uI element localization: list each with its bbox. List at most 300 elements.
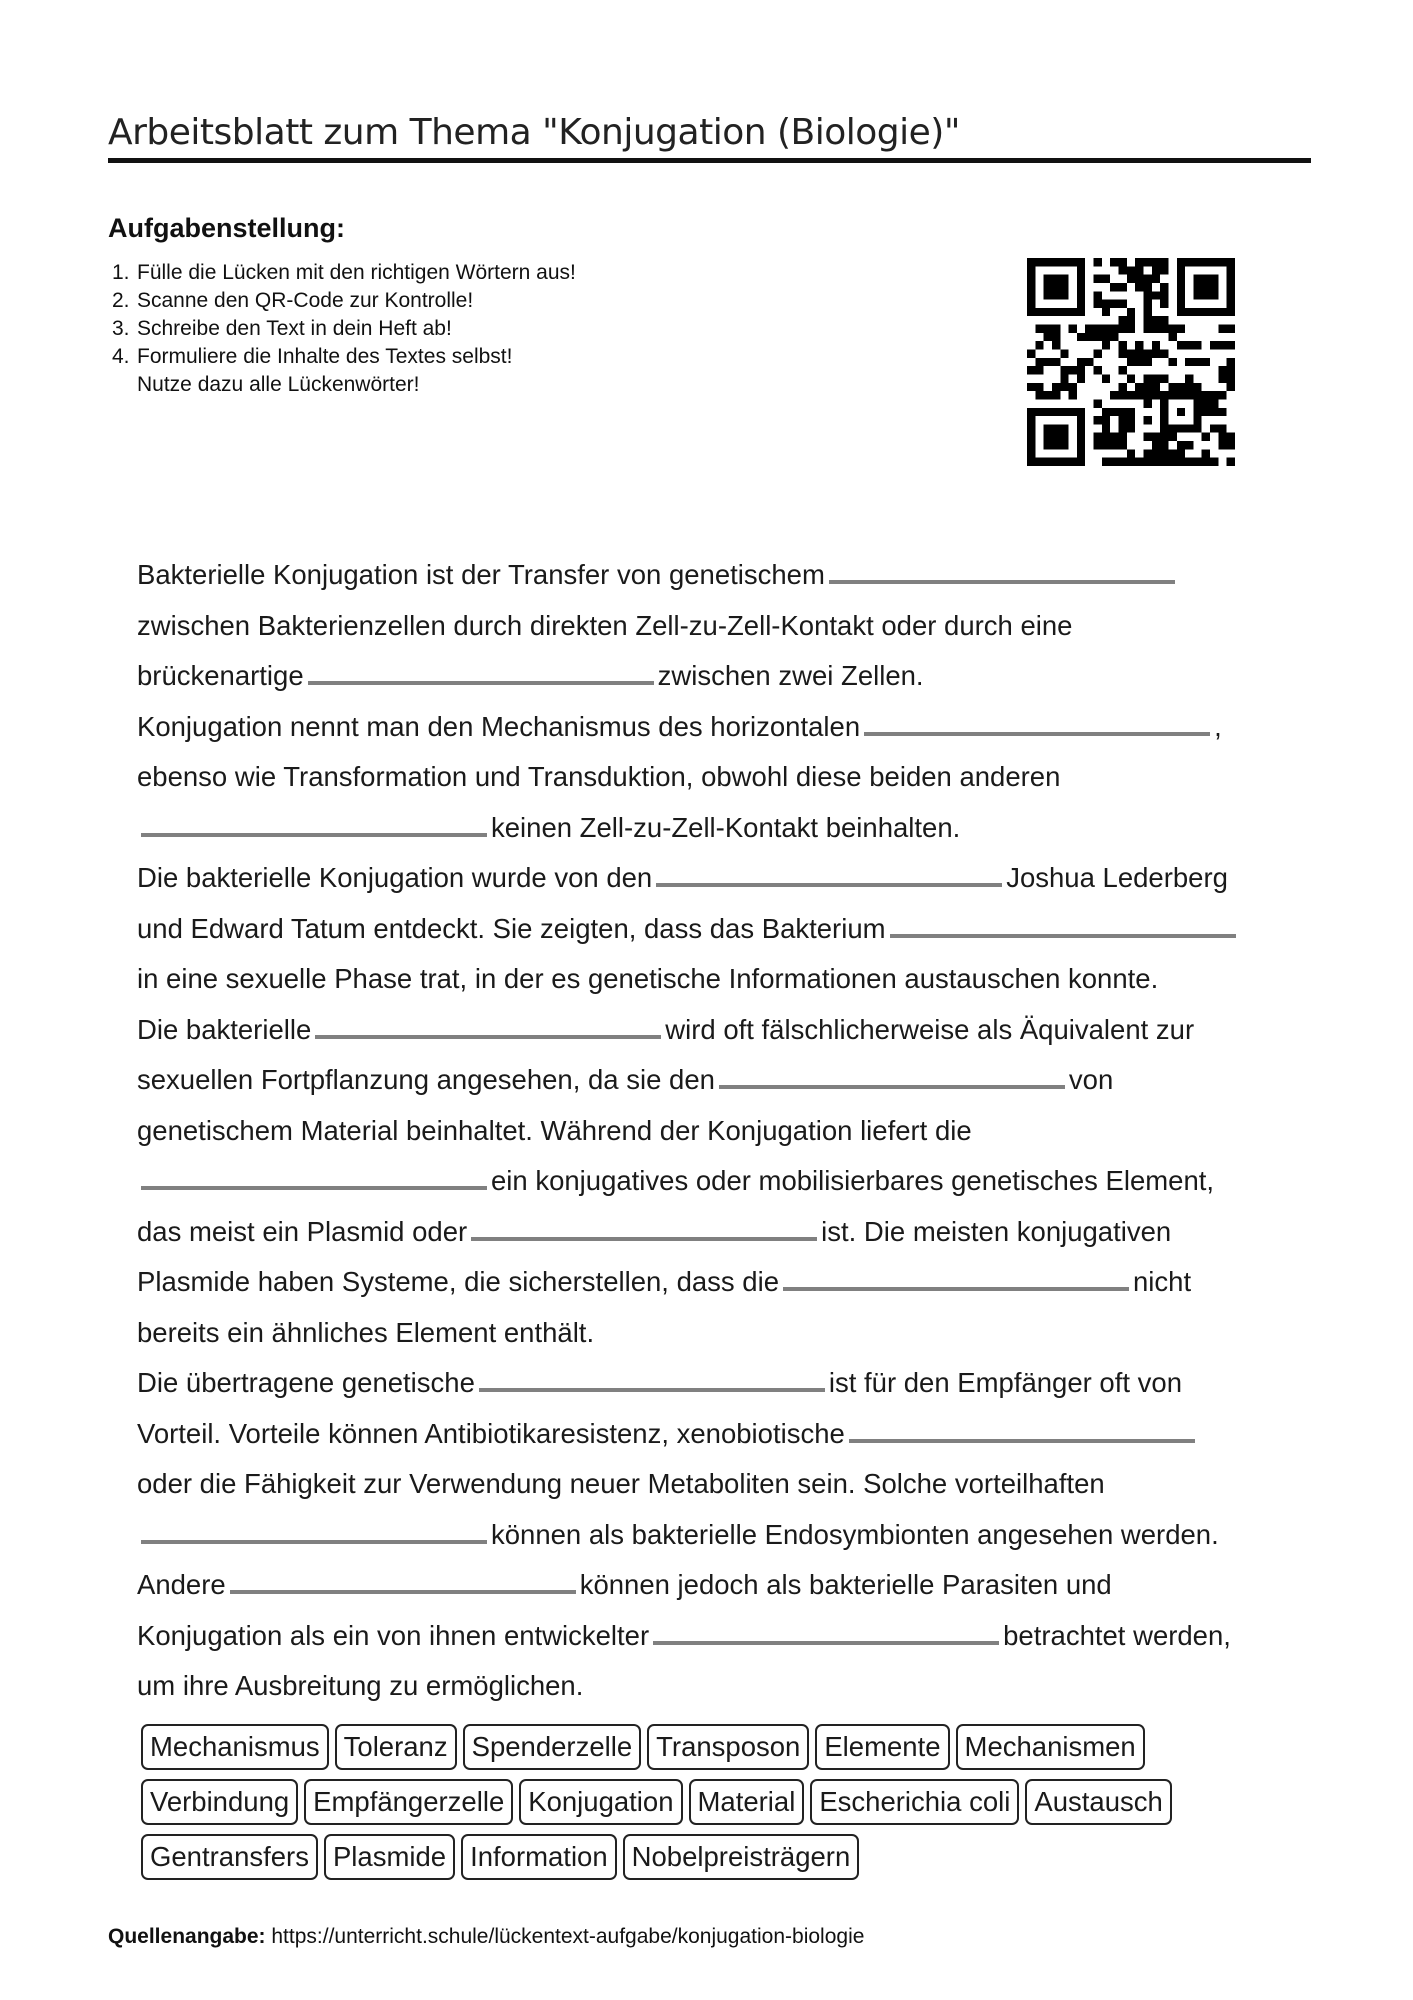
qr-module bbox=[1102, 341, 1110, 349]
qr-module bbox=[1160, 391, 1168, 399]
qr-module bbox=[1052, 433, 1060, 441]
cloze-line bbox=[137, 1560, 1297, 1611]
cloze-text-segment: Bakterielle Konjugation ist der Transfer von genetischem bbox=[137, 559, 825, 590]
qr-module bbox=[1193, 358, 1201, 366]
qr-module bbox=[1027, 366, 1035, 374]
qr-module bbox=[1102, 333, 1110, 341]
qr-module bbox=[1143, 391, 1151, 399]
qr-module bbox=[1102, 408, 1110, 416]
qr-module bbox=[1177, 458, 1185, 466]
qr-module bbox=[1210, 275, 1218, 283]
qr-module bbox=[1119, 300, 1127, 308]
qr-module bbox=[1168, 449, 1176, 457]
qr-module bbox=[1168, 458, 1176, 466]
qr-module bbox=[1152, 291, 1160, 299]
qr-module bbox=[1227, 300, 1235, 308]
qr-module bbox=[1160, 258, 1168, 266]
qr-module bbox=[1152, 266, 1160, 274]
qr-module bbox=[1094, 275, 1102, 283]
qr-module bbox=[1027, 275, 1035, 283]
qr-module bbox=[1152, 350, 1160, 358]
qr-module bbox=[1110, 258, 1118, 266]
qr-module bbox=[1027, 433, 1035, 441]
word-chip[interactable]: Escherichia coli bbox=[810, 1779, 1019, 1825]
qr-module bbox=[1069, 408, 1077, 416]
qr-module bbox=[1127, 325, 1135, 333]
cloze-text-segment: Plasmide haben Systeme, die sicherstellen, dass die bbox=[137, 1266, 780, 1297]
qr-module bbox=[1160, 325, 1168, 333]
blank-gap[interactable] bbox=[890, 910, 1236, 938]
qr-module bbox=[1143, 325, 1151, 333]
qr-module bbox=[1160, 458, 1168, 466]
qr-module bbox=[1168, 433, 1176, 441]
qr-module bbox=[1127, 458, 1135, 466]
qr-module bbox=[1044, 408, 1052, 416]
cloze-text-segment: genetischem Material beinhaltet. Während der Konjugation liefert die bbox=[137, 1114, 972, 1146]
qr-module bbox=[1102, 424, 1110, 432]
task-item: 2. Scanne den QR-Code zur Kontrolle! bbox=[112, 289, 474, 312]
qr-module bbox=[1069, 366, 1077, 374]
cloze-text-segment: Konjugation nennt man den Mechanismus des horizontalen bbox=[137, 710, 861, 742]
cloze-text-segment: sexuellen Fortpflanzung angesehen, da sie den bbox=[137, 1064, 715, 1095]
qr-module bbox=[1027, 283, 1035, 291]
qr-module bbox=[1143, 258, 1151, 266]
qr-module bbox=[1077, 291, 1085, 299]
qr-module bbox=[1119, 283, 1127, 291]
cloze-line bbox=[137, 1409, 1297, 1460]
qr-module bbox=[1135, 358, 1143, 366]
blank-gap[interactable] bbox=[141, 809, 487, 837]
qr-module bbox=[1110, 325, 1118, 333]
qr-module bbox=[1119, 341, 1127, 349]
qr-module bbox=[1094, 350, 1102, 358]
qr-module bbox=[1119, 433, 1127, 441]
cloze-text-segment: zwischen zwei Zellen. bbox=[657, 660, 924, 691]
qr-module bbox=[1102, 308, 1110, 316]
qr-module bbox=[1143, 350, 1151, 358]
qr-module bbox=[1119, 458, 1127, 466]
worksheet-title: Arbeitsblatt zum Thema "Konjugation (Biologie)" bbox=[108, 112, 960, 153]
qr-module bbox=[1127, 266, 1135, 274]
cloze-line bbox=[137, 550, 1297, 601]
cloze-text-segment: Konjugation als ein von ihnen entwickelter bbox=[137, 1619, 650, 1651]
qr-module bbox=[1044, 275, 1052, 283]
qr-module bbox=[1193, 308, 1201, 316]
qr-module bbox=[1135, 341, 1143, 349]
cloze-line bbox=[137, 803, 1297, 854]
qr-module bbox=[1185, 391, 1193, 399]
word-chip[interactable]: Transposon bbox=[647, 1724, 809, 1770]
qr-module bbox=[1218, 341, 1226, 349]
qr-module bbox=[1102, 300, 1110, 308]
blank-gap[interactable] bbox=[315, 1011, 661, 1039]
qr-module bbox=[1110, 458, 1118, 466]
qr-module bbox=[1135, 383, 1143, 391]
qr-module bbox=[1160, 399, 1168, 407]
word-chip[interactable]: Material bbox=[689, 1779, 805, 1825]
qr-module bbox=[1227, 275, 1235, 283]
blank-gap[interactable] bbox=[230, 1566, 576, 1594]
qr-module bbox=[1210, 424, 1218, 432]
qr-module bbox=[1143, 416, 1151, 424]
qr-module bbox=[1060, 283, 1068, 291]
cloze-text-segment: Joshua Lederberg bbox=[1006, 862, 1228, 893]
task-list bbox=[112, 259, 576, 399]
qr-module bbox=[1044, 291, 1052, 299]
cloze-line bbox=[137, 752, 1297, 803]
task-item: 1. Fülle die Lücken mit den richtigen Wörtern aus! bbox=[112, 261, 576, 284]
cloze-line bbox=[137, 651, 1297, 702]
cloze-text-segment: können als bakterielle Endosymbionten angesehen werden. bbox=[491, 1518, 1219, 1550]
cloze-line bbox=[137, 702, 1297, 753]
cloze-line bbox=[137, 1611, 1297, 1662]
cloze-text-segment: Die bakterielle bbox=[137, 1013, 312, 1045]
word-chip[interactable]: Elemente bbox=[815, 1724, 949, 1770]
cloze-line bbox=[137, 853, 1297, 904]
word-chip[interactable]: Austausch bbox=[1025, 1779, 1171, 1825]
qr-module bbox=[1143, 449, 1151, 457]
qr-module bbox=[1094, 366, 1102, 374]
qr-module bbox=[1060, 366, 1068, 374]
qr-module bbox=[1168, 325, 1176, 333]
qr-module bbox=[1052, 383, 1060, 391]
cloze-line bbox=[137, 1257, 1297, 1308]
qr-module bbox=[1143, 383, 1151, 391]
qr-module bbox=[1202, 358, 1210, 366]
qr-module bbox=[1168, 424, 1176, 432]
qr-module bbox=[1094, 291, 1102, 299]
qr-module bbox=[1119, 350, 1127, 358]
qr-module bbox=[1227, 308, 1235, 316]
qr-module bbox=[1177, 258, 1185, 266]
qr-module bbox=[1177, 441, 1185, 449]
qr-module bbox=[1227, 341, 1235, 349]
qr-module bbox=[1035, 325, 1043, 333]
qr-module bbox=[1052, 258, 1060, 266]
qr-module bbox=[1227, 374, 1235, 382]
qr-module bbox=[1202, 258, 1210, 266]
qr-module bbox=[1035, 358, 1043, 366]
qr-module bbox=[1060, 291, 1068, 299]
qr-module bbox=[1218, 374, 1226, 382]
qr-module bbox=[1152, 316, 1160, 324]
qr-module bbox=[1119, 383, 1127, 391]
qr-module bbox=[1077, 275, 1085, 283]
qr-module bbox=[1094, 325, 1102, 333]
word-chip[interactable]: Mechanismus bbox=[141, 1724, 329, 1770]
cloze-text-segment: das meist ein Plasmid oder bbox=[137, 1215, 468, 1247]
qr-module bbox=[1027, 266, 1035, 274]
qr-module bbox=[1110, 333, 1118, 341]
source-url[interactable]: https://unterricht.schule/lückentext-aufgabe/konjugation-biologie bbox=[271, 1925, 865, 1948]
qr-module bbox=[1085, 358, 1093, 366]
qr-module bbox=[1060, 458, 1068, 466]
qr-module bbox=[1210, 399, 1218, 407]
qr-module bbox=[1035, 341, 1043, 349]
qr-module bbox=[1160, 266, 1168, 274]
qr-module bbox=[1202, 408, 1210, 416]
word-bank-row bbox=[141, 1724, 1281, 1779]
word-bank bbox=[141, 1724, 1281, 1889]
cloze-line bbox=[137, 954, 1297, 1005]
word-chip[interactable]: Verbindung bbox=[141, 1779, 298, 1825]
qr-module bbox=[1102, 374, 1110, 382]
qr-module bbox=[1102, 325, 1110, 333]
qr-module bbox=[1069, 391, 1077, 399]
qr-module bbox=[1060, 350, 1068, 358]
qr-module bbox=[1060, 441, 1068, 449]
qr-module bbox=[1185, 374, 1193, 382]
qr-module bbox=[1119, 366, 1127, 374]
qr-module bbox=[1218, 441, 1226, 449]
qr-module bbox=[1027, 441, 1035, 449]
qr-code-icon[interactable] bbox=[1027, 258, 1235, 466]
qr-module bbox=[1069, 308, 1077, 316]
blank-gap[interactable] bbox=[479, 1364, 825, 1392]
qr-module bbox=[1152, 391, 1160, 399]
qr-module bbox=[1227, 258, 1235, 266]
qr-module bbox=[1060, 433, 1068, 441]
word-chip[interactable]: Empfängerzelle bbox=[304, 1779, 513, 1825]
qr-module bbox=[1202, 399, 1210, 407]
qr-module bbox=[1110, 300, 1118, 308]
cloze-text-segment: Vorteil. Vorteile können Antibiotikaresistenz, xenobiotische bbox=[137, 1417, 845, 1449]
qr-module bbox=[1077, 424, 1085, 432]
qr-module bbox=[1119, 408, 1127, 416]
qr-module bbox=[1202, 391, 1210, 399]
word-chip[interactable]: Nobelpreisträgern bbox=[623, 1834, 860, 1880]
qr-module bbox=[1035, 458, 1043, 466]
word-chip[interactable]: Konjugation bbox=[519, 1779, 682, 1825]
word-chip[interactable]: Plasmide bbox=[324, 1834, 455, 1880]
qr-module bbox=[1143, 291, 1151, 299]
qr-module bbox=[1027, 258, 1035, 266]
cloze-line bbox=[137, 601, 1297, 652]
qr-module bbox=[1152, 341, 1160, 349]
cloze-text-segment: zwischen Bakterienzellen durch direkten Zell-zu-Zell-Kontakt oder durch eine bbox=[137, 609, 1073, 641]
qr-module bbox=[1168, 391, 1176, 399]
qr-module bbox=[1152, 441, 1160, 449]
qr-module bbox=[1119, 441, 1127, 449]
word-bank-row bbox=[141, 1834, 1281, 1889]
cloze-text-segment: Andere bbox=[137, 1569, 226, 1600]
qr-module bbox=[1210, 283, 1218, 291]
qr-module bbox=[1052, 408, 1060, 416]
qr-module bbox=[1218, 408, 1226, 416]
qr-module bbox=[1210, 341, 1218, 349]
qr-module bbox=[1143, 458, 1151, 466]
qr-module bbox=[1152, 433, 1160, 441]
qr-module bbox=[1027, 416, 1035, 424]
qr-module bbox=[1210, 391, 1218, 399]
qr-module bbox=[1060, 374, 1068, 382]
blank-gap[interactable] bbox=[653, 1617, 999, 1645]
blank-gap[interactable] bbox=[308, 657, 654, 685]
qr-module bbox=[1052, 358, 1060, 366]
qr-module bbox=[1177, 300, 1185, 308]
qr-module bbox=[1193, 275, 1201, 283]
qr-module bbox=[1210, 408, 1218, 416]
qr-module bbox=[1160, 316, 1168, 324]
qr-module bbox=[1227, 283, 1235, 291]
qr-module bbox=[1135, 275, 1143, 283]
qr-module bbox=[1193, 416, 1201, 424]
qr-module bbox=[1069, 325, 1077, 333]
qr-module bbox=[1119, 266, 1127, 274]
cloze-text-segment: , bbox=[1214, 710, 1222, 742]
qr-module bbox=[1227, 266, 1235, 274]
qr-module bbox=[1227, 358, 1235, 366]
qr-module bbox=[1127, 374, 1135, 382]
blank-gap[interactable] bbox=[829, 556, 1175, 584]
qr-module bbox=[1193, 399, 1201, 407]
qr-module bbox=[1185, 458, 1193, 466]
qr-module bbox=[1210, 458, 1218, 466]
qr-module bbox=[1102, 416, 1110, 424]
qr-module bbox=[1119, 391, 1127, 399]
qr-module bbox=[1035, 383, 1043, 391]
qr-module bbox=[1027, 350, 1035, 358]
qr-module bbox=[1218, 433, 1226, 441]
qr-module bbox=[1094, 433, 1102, 441]
qr-module bbox=[1143, 316, 1151, 324]
qr-module bbox=[1069, 458, 1077, 466]
qr-module bbox=[1177, 275, 1185, 283]
qr-module bbox=[1227, 366, 1235, 374]
task-heading: Aufgabenstellung: bbox=[108, 213, 345, 243]
qr-module bbox=[1077, 366, 1085, 374]
qr-module bbox=[1193, 424, 1201, 432]
qr-module bbox=[1227, 458, 1235, 466]
cloze-text-segment: brückenartige bbox=[137, 660, 304, 691]
cloze-text-segment: Die bakterielle Konjugation wurde von den bbox=[137, 862, 653, 893]
qr-module bbox=[1052, 283, 1060, 291]
qr-module bbox=[1152, 275, 1160, 283]
qr-module bbox=[1202, 458, 1210, 466]
qr-module bbox=[1044, 308, 1052, 316]
cloze-text-segment: oder die Fähigkeit zur Verwendung neuer Metaboliten sein. Solche vorteilhaften bbox=[137, 1468, 1105, 1499]
blank-gap[interactable] bbox=[849, 1415, 1195, 1443]
qr-module bbox=[1168, 358, 1176, 366]
qr-module bbox=[1052, 391, 1060, 399]
qr-module bbox=[1110, 391, 1118, 399]
qr-module bbox=[1077, 433, 1085, 441]
qr-module bbox=[1069, 258, 1077, 266]
qr-module bbox=[1185, 383, 1193, 391]
cloze-text-segment: betrachtet werden, bbox=[1003, 1619, 1231, 1651]
qr-module bbox=[1185, 308, 1193, 316]
qr-module bbox=[1035, 408, 1043, 416]
cloze-text-segment: ebenso wie Transformation und Transduktion, obwohl diese beiden anderen bbox=[137, 761, 1061, 792]
word-chip[interactable]: Gentransfers bbox=[141, 1834, 318, 1880]
blank-gap[interactable] bbox=[719, 1061, 1065, 1089]
qr-module bbox=[1210, 308, 1218, 316]
qr-module bbox=[1077, 441, 1085, 449]
cloze-text-segment: keinen Zell-zu-Zell-Kontakt beinhalten. bbox=[491, 811, 961, 843]
qr-module bbox=[1218, 391, 1226, 399]
task-item: 3. Schreibe den Text in dein Heft ab! bbox=[112, 317, 452, 340]
qr-module bbox=[1152, 449, 1160, 457]
word-chip[interactable]: Information bbox=[461, 1834, 617, 1880]
qr-module bbox=[1052, 308, 1060, 316]
blank-gap[interactable] bbox=[141, 1162, 487, 1190]
word-chip[interactable]: Toleranz bbox=[335, 1724, 457, 1770]
blank-gap[interactable] bbox=[864, 708, 1210, 736]
qr-module bbox=[1218, 424, 1226, 432]
qr-module bbox=[1227, 291, 1235, 299]
qr-module bbox=[1135, 283, 1143, 291]
qr-module bbox=[1077, 308, 1085, 316]
qr-module bbox=[1152, 374, 1160, 382]
qr-module bbox=[1027, 291, 1035, 299]
qr-module bbox=[1143, 300, 1151, 308]
qr-module bbox=[1193, 283, 1201, 291]
qr-module bbox=[1168, 383, 1176, 391]
cloze-text-segment: ist. Die meisten konjugativen bbox=[821, 1215, 1172, 1247]
blank-gap[interactable] bbox=[783, 1263, 1129, 1291]
cloze-line bbox=[137, 1156, 1297, 1207]
blank-gap[interactable] bbox=[141, 1516, 487, 1544]
qr-module bbox=[1060, 308, 1068, 316]
qr-module bbox=[1218, 308, 1226, 316]
qr-module bbox=[1135, 458, 1143, 466]
qr-module bbox=[1160, 374, 1168, 382]
qr-module bbox=[1085, 333, 1093, 341]
cloze-text-segment: Die übertragene genetische bbox=[137, 1367, 475, 1398]
cloze-text-segment: ein konjugatives oder mobilisierbares genetisches Element, bbox=[491, 1165, 1215, 1196]
qr-module bbox=[1135, 350, 1143, 358]
qr-module bbox=[1077, 300, 1085, 308]
blank-gap[interactable] bbox=[471, 1213, 817, 1241]
qr-module bbox=[1218, 325, 1226, 333]
qr-module bbox=[1027, 383, 1035, 391]
qr-module bbox=[1027, 458, 1035, 466]
cloze-line bbox=[137, 1510, 1297, 1561]
word-bank-row bbox=[141, 1779, 1281, 1834]
qr-module bbox=[1143, 358, 1151, 366]
qr-module bbox=[1152, 258, 1160, 266]
qr-module bbox=[1110, 283, 1118, 291]
blank-gap[interactable] bbox=[656, 859, 1002, 887]
qr-module bbox=[1202, 283, 1210, 291]
qr-module bbox=[1027, 449, 1035, 457]
qr-module bbox=[1227, 383, 1235, 391]
qr-module bbox=[1177, 308, 1185, 316]
qr-module bbox=[1135, 258, 1143, 266]
qr-module bbox=[1143, 374, 1151, 382]
qr-module bbox=[1044, 433, 1052, 441]
qr-module bbox=[1027, 424, 1035, 432]
word-chip[interactable]: Mechanismen bbox=[956, 1724, 1145, 1770]
qr-module bbox=[1127, 424, 1135, 432]
qr-module bbox=[1044, 258, 1052, 266]
qr-module bbox=[1052, 275, 1060, 283]
qr-module bbox=[1193, 408, 1201, 416]
cloze-line bbox=[137, 1055, 1297, 1106]
qr-module bbox=[1160, 350, 1168, 358]
cloze-text-segment: und Edward Tatum entdeckt. Sie zeigten, dass das Bakterium bbox=[137, 912, 886, 944]
qr-module bbox=[1044, 441, 1052, 449]
cloze-line bbox=[137, 1358, 1297, 1409]
word-chip[interactable]: Spenderzelle bbox=[463, 1724, 642, 1770]
qr-module bbox=[1077, 374, 1085, 382]
qr-module bbox=[1127, 408, 1135, 416]
cloze-line bbox=[137, 1661, 1297, 1712]
qr-module bbox=[1160, 449, 1168, 457]
qr-module bbox=[1210, 258, 1218, 266]
qr-module bbox=[1193, 383, 1201, 391]
qr-module bbox=[1044, 325, 1052, 333]
